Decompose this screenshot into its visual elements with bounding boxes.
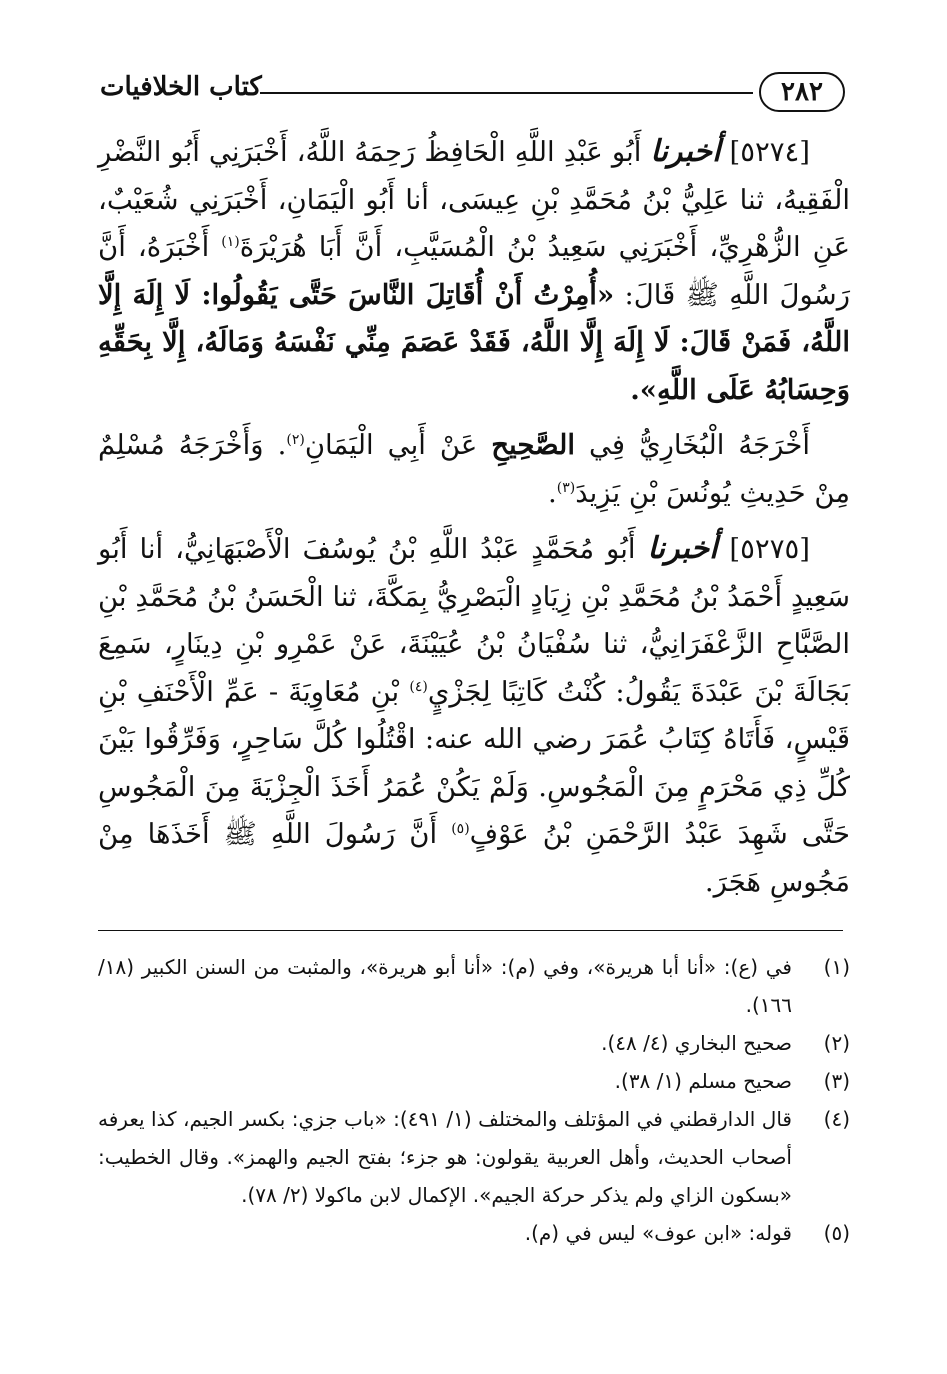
takhrij-text-3: . وَأَخْرَجَهُ مُسْلِمٌ مِنْ حَدِيثِ يُونُسَ بْنِ يَزِيدَ <box>98 429 850 509</box>
footnote-number: (٤) <box>823 1107 850 1131</box>
footnote-item <box>98 1024 850 1062</box>
footnote-ref-1[interactable]: (١) <box>221 233 240 250</box>
footnote-item <box>98 1100 850 1214</box>
footnote-number: (٢) <box>823 1031 850 1055</box>
isnad-text: أَبُو عَبْدِ اللَّهِ الْحَافِظُ رَحِمَهُ اللَّهُ، أَخْبَرَنِي أَبُو النَّضْرِ الْفَقِيهُ، ثنا عَلِيُّ بْنُ مُحَمَّدِ بْنِ عِيسَى، أنا أَبُو الْيَمَانِ، أَخْبَرَنِي شُعَيْبٌ، عَنِ الزُّهْرِيِّ، أَخْبَرَنِي سَعِيدُ بْنُ الْمُسَيَّبِ، أَنَّ أَبَا هُرَيْرَةَ <box>98 136 850 263</box>
footnote-text: صحيح مسلم (١/ ٣٨). <box>614 1069 792 1093</box>
footnote-item <box>98 1062 850 1100</box>
hadith-matn: «أُمِرْتُ أَنْ أُقَاتِلَ النَّاسَ حَتَّى يَقُولُوا: لَا إِلَهَ إِلَّا اللَّهُ، فَمَنْ قَالَ: لَا إِلَهَ إِلَّا اللَّهُ، فَقَدْ عَصَمَ مِنِّي نَفْسَهُ وَمَالَهُ، إِلَّا بِحَقِّهِ وَحِسَابُهُ عَلَى اللَّهِ». <box>98 278 850 406</box>
hadith-text-1: أَبُو مُحَمَّدٍ عَبْدُ اللَّهِ بْنُ يُوسُفَ الْأَصْبَهَانِيُّ، أنا أَبُو سَعِيدٍ أَحْمَدُ بْنُ مُحَمَّدِ بْنِ زِيَادٍ الْبَصْرِيُّ بِمَكَّةَ، ثنا الْحَسَنُ بْنُ مُحَمَّدِ بْنِ الصَّبَّاحِ الزَّعْفَرَانِيُّ، ثنا سُفْيَانُ بْنُ عُيَيْنَةَ، عَنْ عَمْرِو بْنِ دِينَارٍ، سَمِعَ بَجَالَةَ بْنَ عَبْدَةَ يَقُولُ: كُنْتُ كَاتِبًا لِجَزْيٍ <box>98 533 850 708</box>
footnotes <box>98 948 850 1252</box>
hadith-number: [٥٢٧٥] <box>729 533 810 565</box>
footnote-item <box>98 1214 850 1252</box>
footnote-item <box>98 948 850 1024</box>
footnote-text: قال الدارقطني في المؤتلف والمختلف (١/ ٤٩١): «باب جزي: بكسر الجيم، كذا يعرفه أصحاب الحديث، وأهل العربية يقولون: هو جزء؛ بفتح الجيم والهمز». وقال الخطيب: «بسكون الزاي ولم يذكر حركة الجيم». الإكمال لابن ماكولا (٢/ ٧٨). <box>98 1107 792 1207</box>
hadith-5274 <box>98 128 850 414</box>
footnote-text: في (ع): «أنا أبا هريرة»، وفي (م): «أنا أبو هريرة»، والمثبت من السنن الكبير (١٨/ ١٦٦). <box>98 955 792 1017</box>
footnote-ref-3[interactable]: (٣) <box>556 479 576 496</box>
footnote-ref-5[interactable]: (٥) <box>451 820 470 837</box>
main-text <box>98 128 850 906</box>
takhrij-end: . <box>547 476 557 509</box>
page-number: ٢٨٢ <box>759 72 845 112</box>
hadith-text-3: أَنَّ رَسُولَ اللَّهِ ﷺ أَخَذَهَا مِنْ مَجُوسِ هَجَرَ. <box>98 818 850 898</box>
akhbarana-word: أخبرنا <box>647 531 718 566</box>
takhrij-paragraph <box>98 422 850 517</box>
sahih-word: الصَّحِيحِ <box>491 429 575 461</box>
akhbarana-word: أخبرنا <box>650 134 721 169</box>
page-header <box>100 70 845 120</box>
footnote-text: قوله: «ابن عوف» ليس في (م). <box>524 1221 792 1245</box>
footnote-number: (٥) <box>823 1221 850 1245</box>
footnote-number: (٣) <box>823 1069 850 1093</box>
hadith-5275 <box>98 525 850 906</box>
footnote-ref-4[interactable]: (٤) <box>409 678 428 695</box>
book-title: كتاب الخلافيات <box>100 72 262 102</box>
isnad-end-text: أَخْبَرَهُ، أَنَّ رَسُولَ اللَّهِ ﷺ قَالَ: <box>98 231 850 311</box>
header-rule <box>260 92 753 94</box>
footnote-ref-2[interactable]: (٢) <box>286 431 305 448</box>
footnote-divider <box>98 930 843 931</box>
takhrij-text-1: أَخْرَجَهُ الْبُخَارِيُّ فِي <box>589 429 810 461</box>
footnote-number: (١) <box>823 955 850 979</box>
hadith-number: [٥٢٧٤] <box>729 136 811 168</box>
footnote-text: صحيح البخاري (٤/ ٤٨). <box>601 1031 792 1055</box>
hadith-text-2: بْنِ مُعَاوِيَةَ - عَمِّ الْأَحْنَفِ بْنِ قَيْسٍ، فَأَتَاهُ كِتَابُ عُمَرَ رضي الله عنه: اقْتُلُوا كُلَّ سَاحِرٍ، وَفَرِّقُوا بَيْنَ كُلِّ ذِي مَحْرَمٍ مِنَ الْمَجُوسِ. وَلَمْ يَكُنْ عُمَرُ أَخَذَ الْجِزْيَةَ مِنَ الْمَجُوسِ حَتَّى شَهِدَ عَبْدُ الرَّحْمَنِ بْنُ عَوْفٍ <box>98 675 850 850</box>
takhrij-text-2: عَنْ أَبِي الْيَمَانِ <box>304 429 478 461</box>
